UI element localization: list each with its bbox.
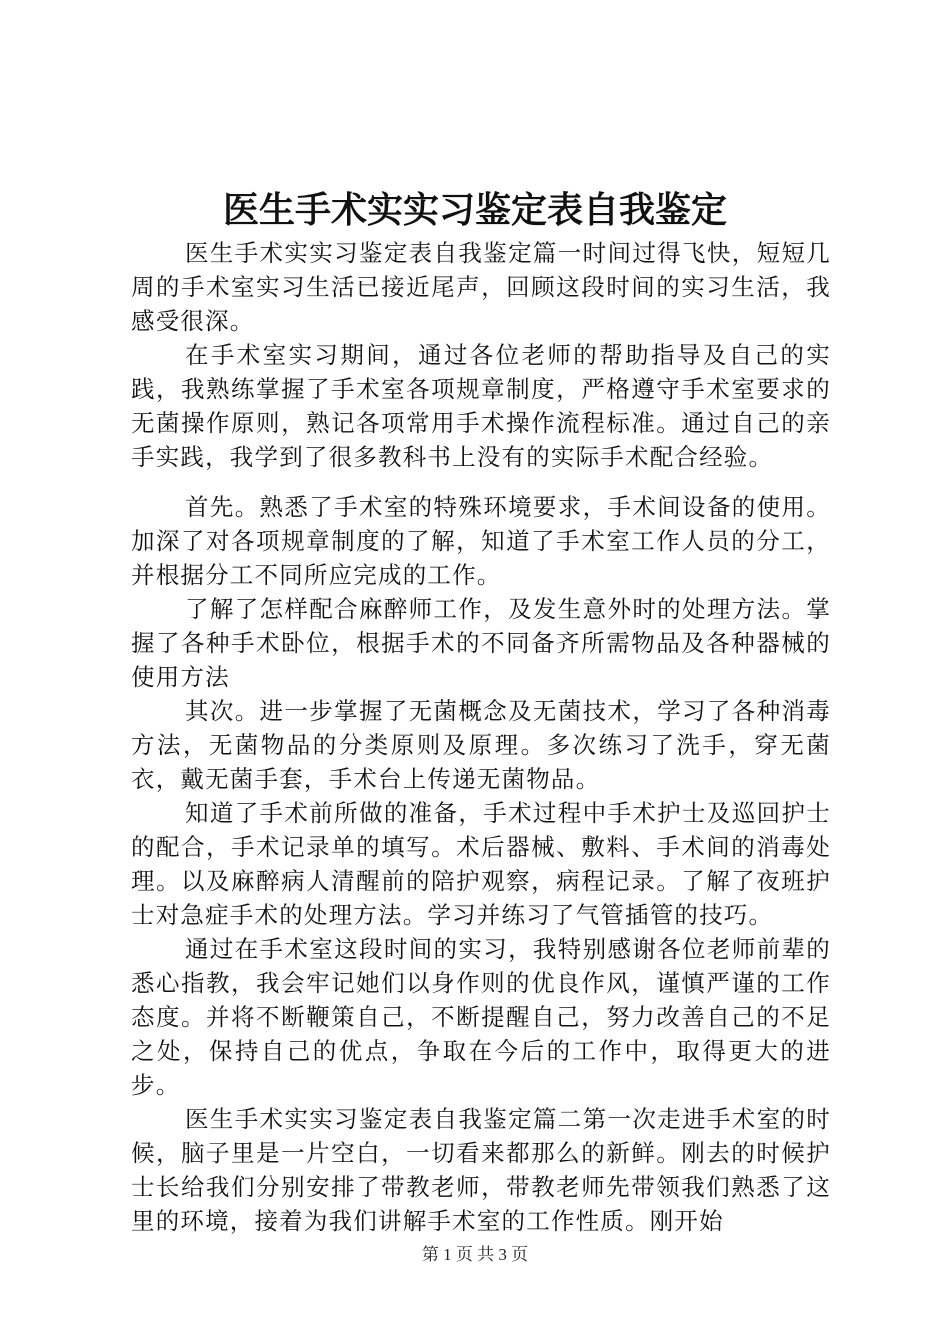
paragraph: 医生手术实实习鉴定表自我鉴定篇一时间过得飞快，短短几周的手术室实习生活已接近尾声，回顾这段时间的实习生活，我感受很深。 xyxy=(131,239,831,335)
paragraph: 医生手术实实习鉴定表自我鉴定篇二第一次走进手术室的时候，脑子里是一片空白，一切看来都那么的新鲜。刚去的时候护士长给我们分别安排了带教老师，带教老师先带领我们熟悉了这里的环境，接着为我们讲解手术室的工作性质。刚开始 xyxy=(131,1105,831,1235)
paragraph: 其次。进一步掌握了无菌概念及无菌技术，学习了各种消毒方法，无菌物品的分类原则及原理。多次练习了洗手，穿无菌衣，戴无菌手套，手术台上传递无菌物品。 xyxy=(131,697,831,793)
paragraph: 通过在手术室这段时间的实习，我特别感谢各位老师前辈的悉心指教，我会牢记她们以身作则的优良作风，谨慎严谨的工作态度。并将不断鞭策自己，不断提醒自己，努力改善自己的不足之处，保持自己的优点，争取在今后的工作中，取得更大的进步。 xyxy=(131,935,831,1099)
paragraph: 知道了手术前所做的准备，手术过程中手术护士及巡回护士的配合，手术记录单的填写。术后器械、敷料、手术间的消毒处理。以及麻醉病人清醒前的陪护观察，病程记录。了解了夜班护士对急症手术的处理方法。学习并练习了气管插管的技巧。 xyxy=(131,799,831,929)
document-title: 医生手术实实习鉴定表自我鉴定 xyxy=(222,189,727,231)
document-body xyxy=(131,236,831,1238)
page-number-footer: 第 1 页 共 3 页 xyxy=(421,1245,529,1264)
paragraph: 在手术室实习期间，通过各位老师的帮助指导及自己的实践，我熟练掌握了手术室各项规章制度，严格遵守手术室要求的无菌操作原则，熟记各项常用手术操作流程标准。通过自己的亲手实践，我学到了很多教科书上没有的实际手术配合经验。 xyxy=(131,341,831,471)
paragraph: 首先。熟悉了手术室的特殊环境要求，手术间设备的使用。加深了对各项规章制度的了解，知道了手术室工作人员的分工，并根据分工不同所应完成的工作。 xyxy=(131,493,831,589)
paragraph: 了解了怎样配合麻醉师工作，及发生意外时的处理方法。掌握了各种手术卧位，根据手术的不同备齐所需物品及各种器械的使用方法 xyxy=(131,595,831,691)
